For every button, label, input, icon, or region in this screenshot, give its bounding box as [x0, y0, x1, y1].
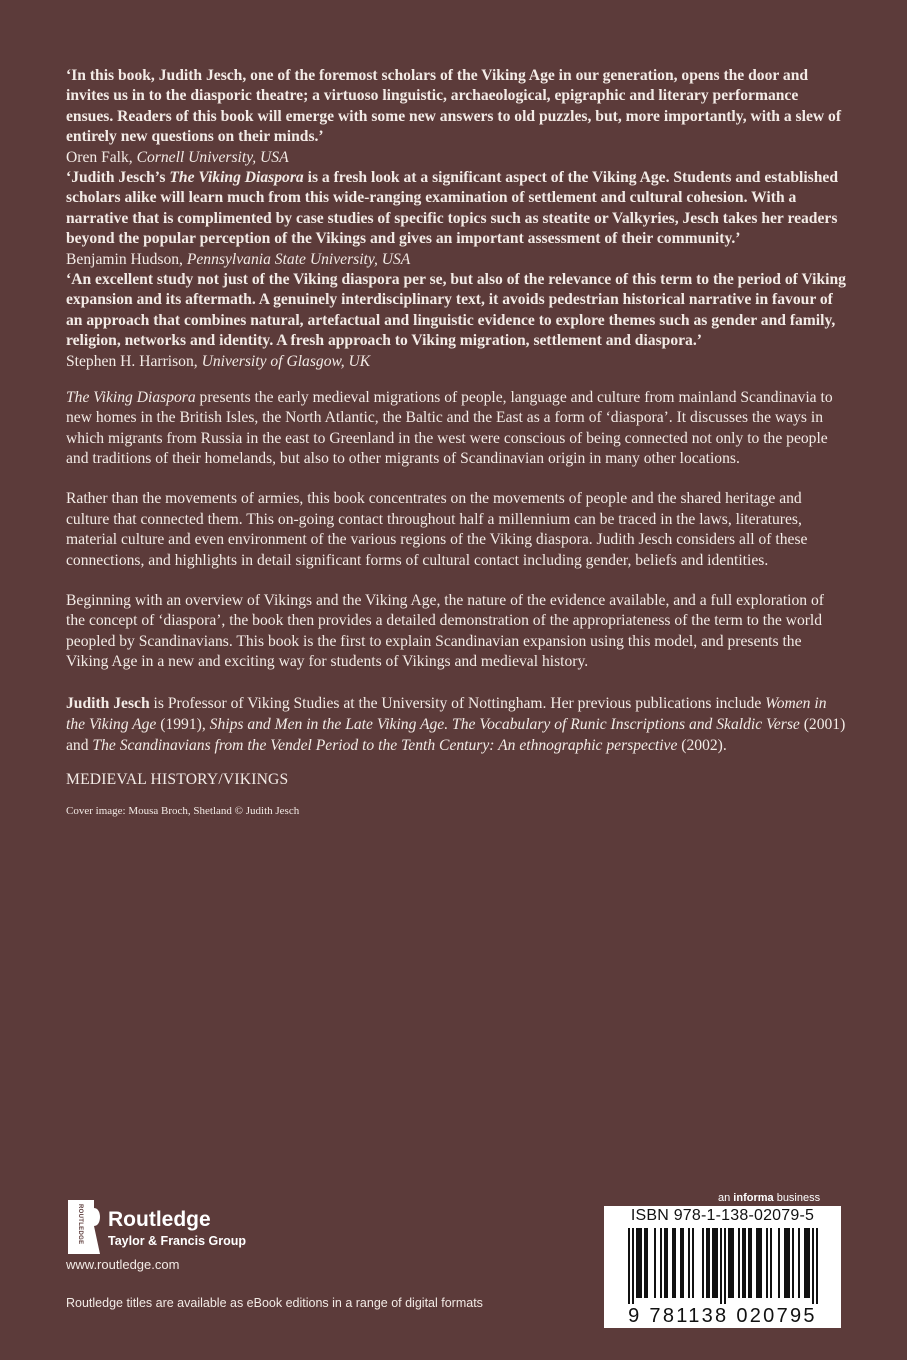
barcode-bar	[672, 1228, 674, 1298]
barcode-bar	[708, 1228, 710, 1298]
barcode-bar	[712, 1228, 714, 1298]
barcode-bar	[680, 1228, 682, 1298]
book-title: The Viking Diaspora	[169, 169, 304, 187]
barcode-bar	[714, 1228, 716, 1298]
isbn-label: ISBN 978-1-138-02079-5	[630, 1207, 815, 1224]
barcode-bar	[808, 1228, 810, 1298]
endorser-affiliation: Pennsylvania State University, USA	[186, 250, 411, 268]
barcode-bar	[692, 1228, 694, 1298]
publication-title: Ships and Men in the Late Viking Age. The Vocabulary of Runic Inscriptions and Skaldic Verse	[209, 715, 800, 733]
routledge-r-icon	[66, 1200, 102, 1254]
barcode-bar	[732, 1228, 734, 1298]
barcode-bar	[816, 1228, 818, 1304]
barcode-bar	[792, 1228, 794, 1298]
informa-prefix: an	[718, 1192, 734, 1204]
endorser-name: Oren Falk,	[66, 148, 133, 166]
barcode-bar	[660, 1228, 662, 1298]
bio-text: is Professor of Viking Studies at the University of Nottingham. Her previous publications include	[149, 694, 766, 712]
barcode-bar	[742, 1228, 744, 1298]
description-paragraph-1	[66, 388, 846, 470]
barcode-bar	[706, 1228, 708, 1298]
barcode-bar	[738, 1228, 740, 1298]
endorsement-quote-2	[66, 168, 846, 250]
endorser-affiliation: Cornell University, USA	[136, 148, 289, 166]
endorsement-attribution-2	[66, 250, 846, 270]
barcode-bar	[784, 1228, 786, 1298]
barcode-bar	[806, 1228, 808, 1298]
subject-category: MEDIEVAL HISTORY/VIKINGS	[66, 771, 289, 789]
barcode-bar	[758, 1228, 760, 1298]
informa-brand: informa	[733, 1192, 774, 1204]
publisher-name: Routledge	[108, 1208, 211, 1231]
barcode-bar	[756, 1228, 758, 1298]
informa-business-label	[718, 1192, 820, 1204]
barcode-bar	[728, 1228, 730, 1298]
description-paragraph-2: Rather than the movements of armies, this book concentrates on the movements of people and the shared heritage and culture that connected them. This on-going contact throughout half a millennium can be traced in the laws, literatures, material culture and even environment of the various regions of the Viking diaspora. Judith Jesch considers all of these connections, and highlights in detail significant forms of cultural contact including gender, beliefs and identities.	[66, 490, 808, 569]
barcode-bar	[674, 1228, 676, 1298]
cover-credit: Cover image: Mousa Broch, Shetland © Judith Jesch	[66, 805, 300, 818]
book-title: The Viking Diaspora	[66, 388, 196, 406]
routledge-vertical-text: ROUTLEDGE	[77, 1204, 83, 1245]
endorsement-attribution-1	[66, 148, 846, 168]
barcode-bar	[628, 1228, 630, 1304]
endorsements	[66, 66, 846, 372]
barcode-bar	[750, 1228, 752, 1298]
barcode-bar	[724, 1228, 726, 1304]
barcode-bar	[812, 1228, 814, 1304]
barcode-bar	[798, 1228, 800, 1298]
publication-title: The Scandinavians from the Vendel Period to the Tenth Century: An ethnographic perspective	[92, 736, 678, 754]
informa-suffix: business	[773, 1192, 821, 1204]
ean-digits: 9 781138 020795	[628, 1305, 817, 1327]
routledge-logo	[66, 1200, 306, 1260]
barcode-bar	[666, 1228, 668, 1298]
quote-text: is a fresh look at a significant aspect of the Viking Age. Students and established scholars alike will learn much from this wide-ranging examination of settlement and cultural cohesion. With a narrative that is complimented by case studies of specific topics such as steatite or Valkyries, Jesch takes her readers beyond the popular perception of the Vikings and gives an important assessment of their community.’	[66, 169, 839, 248]
barcode-bar	[640, 1228, 642, 1298]
barcode-bar	[716, 1228, 718, 1298]
barcode-bar	[682, 1228, 684, 1298]
endorsement-quote-1: ‘In this book, Judith Jesch, one of the foremost scholars of the Viking Age in our generation, opens the door and invites us in to the diasporic theatre; a virtuoso linguistic, archaeological, epigraphic and literary performance ensues. Readers of this book will emerge with some new answers to old puzzles, but, more importantly, with a slew of entirely new questions on their minds.’	[66, 67, 842, 146]
barcode-bar	[748, 1228, 750, 1298]
barcode-bar	[636, 1228, 638, 1298]
barcode-bar	[778, 1228, 780, 1298]
bio-text: (1991),	[156, 715, 210, 733]
ebook-note: Routledge titles are available as eBook editions in a range of digital formats	[66, 1296, 483, 1310]
description-paragraph-3: Beginning with an overview of Vikings and the Viking Age, the nature of the evidence available, and a full exploration of the concept of ‘diaspora’, the book then provides a detailed demonstration of the appropriateness of the term to the world peopled by Scandinavians. This book is the first to explain Scandinavian expansion using this model, and presents the Viking Age in a new and exciting way for students of Vikings and medieval history.	[66, 591, 824, 671]
quote-text: ‘Judith Jesch’s	[66, 169, 170, 187]
barcode-bar	[638, 1228, 640, 1298]
barcode-bar	[644, 1228, 646, 1298]
barcode-bar	[702, 1228, 704, 1298]
barcode-bar	[788, 1228, 790, 1298]
barcode-bar	[664, 1228, 666, 1298]
barcode-bar	[730, 1228, 732, 1298]
publisher-website[interactable]: www.routledge.com	[66, 1257, 180, 1272]
barcode-bar	[786, 1228, 788, 1298]
barcode-bar	[744, 1228, 746, 1298]
publisher-group: Taylor & Francis Group	[108, 1234, 246, 1248]
bio-text: (2001) and	[66, 715, 846, 754]
bio-text: (2002).	[677, 736, 727, 754]
barcode-bar	[766, 1228, 768, 1298]
barcode-bar	[760, 1228, 762, 1298]
barcode-bar	[632, 1228, 634, 1304]
barcode-bar	[770, 1228, 772, 1298]
endorser-name: Benjamin Hudson,	[66, 250, 183, 268]
back-cover-text	[66, 66, 846, 817]
publication-title: Women in the Viking Age	[66, 694, 827, 733]
barcode-bars	[612, 1228, 833, 1304]
barcode-bar	[688, 1228, 690, 1298]
barcode-bar	[654, 1228, 656, 1298]
barcode-bar	[646, 1228, 648, 1298]
endorsement-attribution-3	[66, 352, 846, 372]
author-name: Judith Jesch	[66, 694, 150, 712]
endorsement-quote-3: ‘An excellent study not just of the Viking diaspora per se, but also of the relevance of this term to the period of Viking expansion and its aftermath. A genuinely interdisciplinary text, it avoids pedestrian historical narrative in favour of an approach that combines natural, artefactual and linguistic evidence to explore themes such as gender and family, religion, networks and identity. A fresh approach to Viking migration, settlement and diaspora.’	[66, 271, 846, 350]
endorser-name: Stephen H. Harrison,	[66, 352, 198, 370]
barcode-bar	[720, 1228, 722, 1304]
barcode-bar	[804, 1228, 806, 1298]
description-text: presents the early medieval migrations of people, language and culture from mainland Scandinavia to new homes in the British Isles, the North Atlantic, the Baltic and the East as a form of ‘diaspora’. It discusses the ways in which migrants from Russia in the east to Greenland in the west were conscious of being connected not only to the people and traditions of their homelands, but also to other migrants of Scandinavian origin in many other locations.	[66, 388, 833, 467]
isbn-barcode	[604, 1206, 841, 1328]
author-bio	[66, 693, 846, 756]
endorser-affiliation: University of Glasgow, UK	[201, 352, 371, 370]
